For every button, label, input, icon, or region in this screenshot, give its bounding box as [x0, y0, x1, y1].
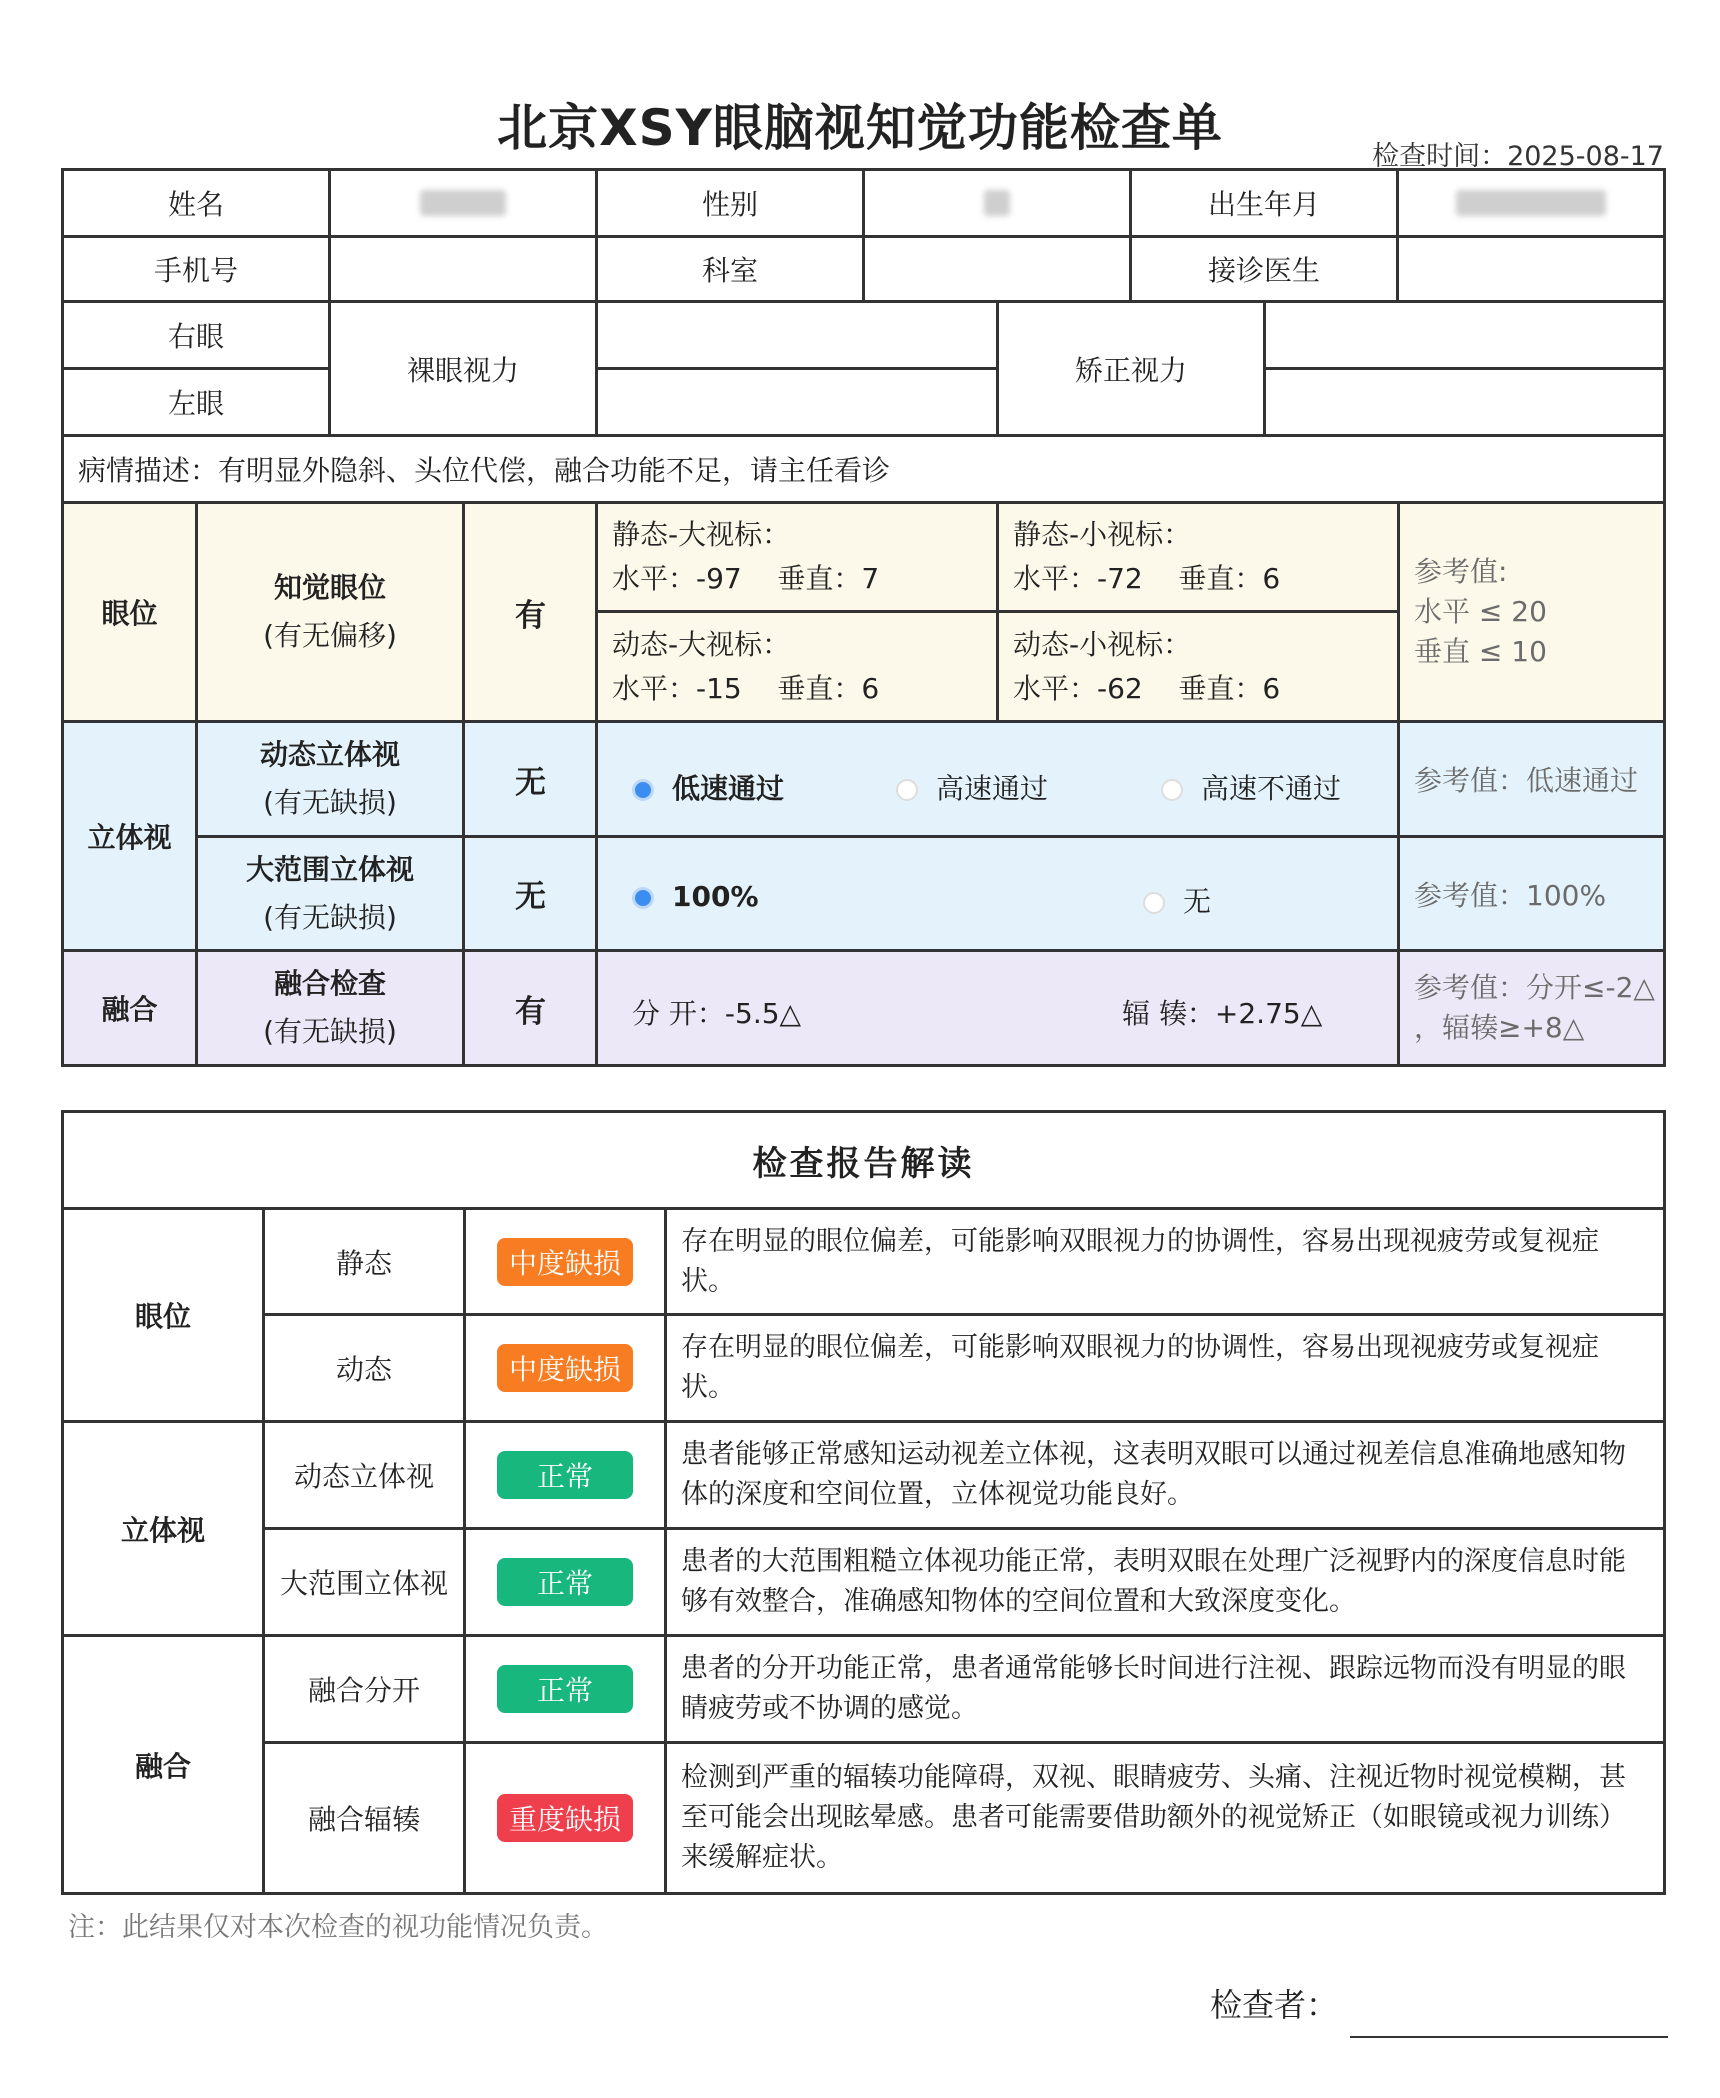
- exam-time: 检查时间：2025-08-17: [1372, 141, 1664, 172]
- right-eye-label: 右眼: [61, 300, 331, 370]
- fusion-check-title: 融合检查: [273, 967, 386, 1000]
- static-large-target: [595, 501, 999, 613]
- dynamic-stereo-result: 无: [462, 720, 599, 838]
- redacted-gender: [984, 190, 1010, 216]
- status-badge: 正常: [497, 1558, 633, 1606]
- doctor-label: 接诊医生: [1129, 235, 1399, 303]
- eye-position-ref-title: 参考值:: [1414, 555, 1508, 588]
- static-small-title: 静态-小视标：: [1013, 518, 1192, 551]
- stereo-label: 立体视: [61, 720, 198, 952]
- report-item: 静态: [262, 1207, 466, 1316]
- naked-vision-right: [595, 300, 999, 370]
- wide-option-none[interactable]: 无: [1143, 880, 1211, 920]
- corrected-vision-left: [1263, 367, 1666, 437]
- report-group-eye-position: 眼位: [61, 1207, 265, 1423]
- dynamic-stereo-sub: (有无缺损): [263, 786, 397, 819]
- wide-stereo-sub: (有无缺损): [263, 900, 397, 934]
- eye-position-ref-vertical: 垂直 ≤ 10: [1414, 635, 1547, 668]
- dynamic-option-high-speed-fail[interactable]: 高速不通过: [1161, 767, 1341, 807]
- fusion-values: [595, 949, 1400, 1067]
- report-status-cell: [463, 1207, 667, 1316]
- dynamic-option-low-speed[interactable]: 低速通过: [632, 767, 784, 807]
- report-group-fusion: 融合: [61, 1634, 265, 1895]
- wide-stereo-reference: 参考值：100%: [1397, 835, 1666, 952]
- report-status-cell: [463, 1741, 667, 1895]
- gender-value: [862, 168, 1132, 238]
- report-title: 检查报告解读: [61, 1110, 1666, 1210]
- gender-label: 性别: [595, 168, 865, 238]
- report-group-stereo: 立体视: [61, 1420, 265, 1637]
- dept-label: 科室: [595, 235, 865, 303]
- fusion-check-cell: [195, 949, 465, 1067]
- dynamic-stereo-cell: [195, 720, 465, 838]
- report-status-cell: [463, 1634, 667, 1744]
- fusion-convergence: 辐 辏：+2.75△: [1122, 997, 1323, 1030]
- dynamic-option-high-speed[interactable]: 高速通过: [896, 767, 1048, 807]
- status-badge: 重度缺损: [497, 1794, 633, 1842]
- report-interpretation: 患者能够正常感知运动视差立体视，这表明双眼可以通过视差信息准确地感知物体的深度和空间位置，立体视觉功能良好。: [664, 1420, 1666, 1530]
- dept-value: [862, 235, 1132, 303]
- static-large-values: 水平：-97 垂直：7: [612, 562, 880, 595]
- static-small-target: [996, 501, 1400, 613]
- fusion-divergence: 分 开：-5.5△: [632, 997, 802, 1030]
- status-badge: 正常: [497, 1451, 633, 1499]
- dynamic-stereo-reference: 参考值：低速通过: [1397, 720, 1666, 838]
- naked-vision-left: [595, 367, 999, 437]
- birth-label: 出生年月: [1129, 168, 1399, 238]
- redacted-name: [420, 190, 506, 216]
- fusion-ref-line1: 参考值：分开≤-2△: [1414, 971, 1655, 1004]
- dynamic-stereo-options: [595, 720, 1400, 838]
- dynamic-large-values: 水平：-15 垂直：6: [612, 671, 880, 705]
- phone-value: [328, 235, 598, 303]
- report-interpretation: 患者的大范围粗糙立体视功能正常，表明双眼在处理广泛视野内的深度信息时能够有效整合，准确感知物体的空间位置和大致深度变化。: [664, 1527, 1666, 1637]
- status-badge: 中度缺损: [497, 1238, 633, 1286]
- perceptual-eye-position-cell: [195, 501, 465, 723]
- doctor-value: [1396, 235, 1666, 303]
- disclaimer-note: 注：此结果仅对本次检查的视功能情况负责。: [68, 1912, 608, 1943]
- report-item: 动态: [262, 1313, 466, 1423]
- report-item: 融合分开: [262, 1634, 466, 1744]
- radio-empty-icon[interactable]: [896, 779, 918, 801]
- left-eye-label: 左眼: [61, 367, 331, 437]
- examiner-signature-line[interactable]: [1350, 2036, 1668, 2038]
- corrected-vision-right: [1263, 300, 1666, 370]
- report-item: 动态立体视: [262, 1420, 466, 1530]
- report-interpretation: 检测到严重的辐辏功能障碍，双视、眼睛疲劳、头痛、注视近物时视觉模糊，甚至可能会出现眩晕感。患者可能需要借助额外的视觉矫正（如眼镜或视力训练）来缓解症状。: [664, 1741, 1666, 1895]
- wide-stereo-cell: [195, 835, 465, 952]
- naked-vision-label: 裸眼视力: [328, 300, 598, 437]
- phone-label: 手机号: [61, 235, 331, 303]
- radio-empty-icon[interactable]: [1143, 892, 1165, 914]
- fusion-check-sub: (有无缺损): [263, 1015, 397, 1048]
- dynamic-large-target: [595, 610, 999, 723]
- report-interpretation: 患者的分开功能正常，患者通常能够长时间进行注视、跟踪远物而没有明显的眼睛疲劳或不协调的感觉。: [664, 1634, 1666, 1744]
- wide-stereo-options: [595, 835, 1400, 952]
- corrected-vision-label: 矫正视力: [996, 300, 1266, 437]
- radio-empty-icon[interactable]: [1161, 779, 1183, 801]
- report-interpretation: 存在明显的眼位偏差，可能影响双眼视力的协调性，容易出现视疲劳或复视症状。: [664, 1207, 1666, 1316]
- fusion-label: 融合: [61, 949, 198, 1067]
- dynamic-large-title: 动态-大视标：: [612, 627, 791, 661]
- eye-position-ref-horizontal: 水平 ≤ 20: [1414, 595, 1547, 628]
- report-status-cell: [463, 1527, 667, 1637]
- report-status-cell: [463, 1313, 667, 1423]
- eye-position-reference: [1397, 501, 1666, 723]
- eye-position-result: 有: [462, 501, 599, 723]
- wide-stereo-title: 大范围立体视: [245, 852, 414, 886]
- dynamic-stereo-title: 动态立体视: [259, 738, 400, 771]
- dynamic-small-title: 动态-小视标：: [1013, 627, 1192, 661]
- status-badge: 正常: [497, 1665, 633, 1713]
- perceptual-eye-position-title: 知觉眼位: [273, 571, 386, 604]
- wide-option-100[interactable]: 100%: [632, 880, 759, 913]
- condition-description: 病情描述：有明显外隐斜、头位代偿，融合功能不足，请主任看诊: [61, 434, 1666, 504]
- dynamic-small-target: [996, 610, 1400, 723]
- fusion-reference: [1397, 949, 1666, 1067]
- dynamic-small-values: 水平：-62 垂直：6: [1013, 671, 1281, 705]
- perceptual-eye-position-sub: (有无偏移): [263, 619, 397, 652]
- static-large-title: 静态-大视标：: [612, 518, 791, 551]
- report-item: 融合辐辏: [262, 1741, 466, 1895]
- name-value: [328, 168, 598, 238]
- wide-stereo-result: 无: [462, 835, 599, 952]
- fusion-result: 有: [462, 949, 599, 1067]
- report-status-cell: [463, 1420, 667, 1530]
- birth-value: [1396, 168, 1666, 238]
- page-title: 北京XSY眼脑视知觉功能检查单: [497, 99, 1223, 157]
- eye-position-label: 眼位: [61, 501, 198, 723]
- radio-selected-icon[interactable]: [632, 779, 654, 801]
- status-badge: 中度缺损: [497, 1344, 633, 1392]
- report-interpretation: 存在明显的眼位偏差，可能影响双眼视力的协调性，容易出现视疲劳或复视症状。: [664, 1313, 1666, 1423]
- report-item: 大范围立体视: [262, 1527, 466, 1637]
- fusion-ref-line2: ，辐辏≥+8△: [1414, 1011, 1585, 1044]
- static-small-values: 水平：-72 垂直：6: [1013, 562, 1281, 595]
- radio-selected-icon[interactable]: [632, 887, 654, 909]
- redacted-birth: [1456, 190, 1606, 216]
- name-label: 姓名: [61, 168, 331, 238]
- examiner-label: 检查者：: [1210, 1986, 1339, 2024]
